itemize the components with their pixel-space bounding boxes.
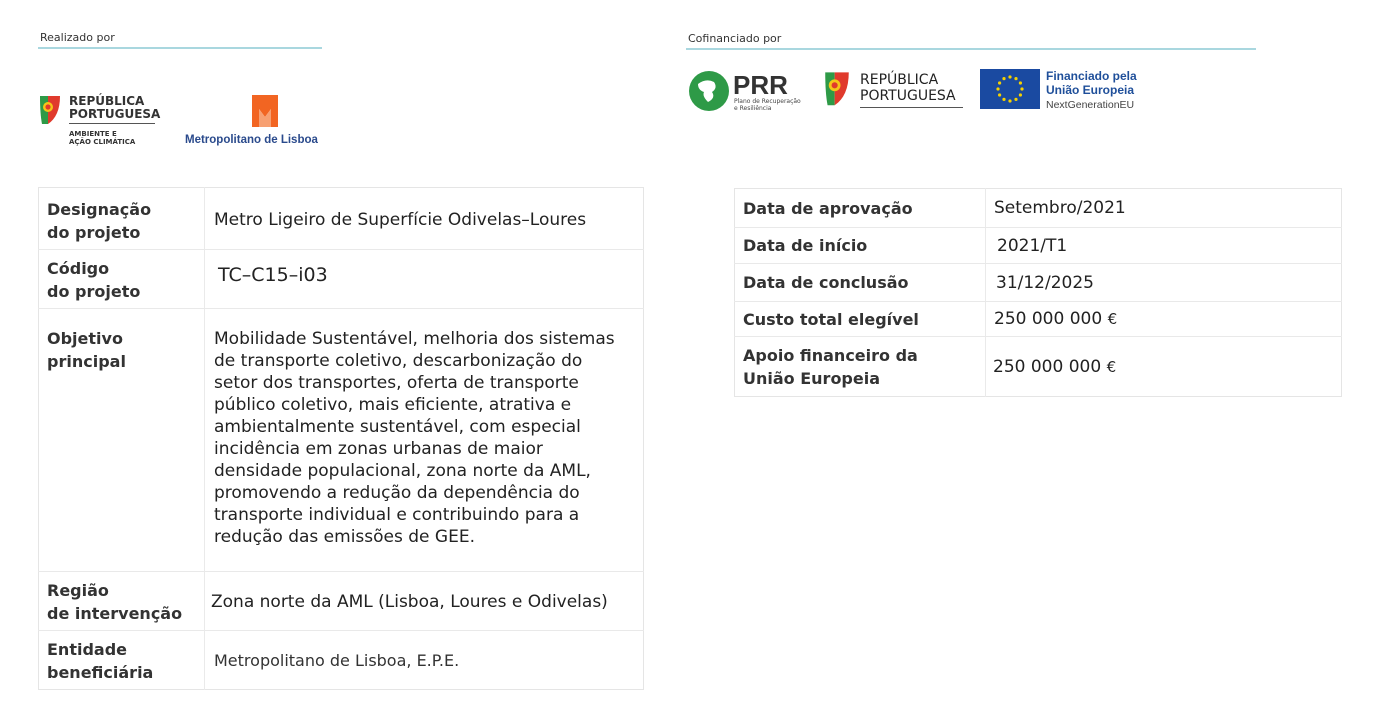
euro-symbol: € — [1107, 310, 1118, 328]
eu-flag-icon — [980, 69, 1040, 109]
rp2-line1: REPÚBLICA — [860, 72, 939, 88]
table-row — [39, 631, 644, 690]
republica-portuguesa-logo — [822, 70, 972, 114]
rp-sub2: AÇÃO CLIMÁTICA — [69, 138, 136, 146]
metro-m-icon — [250, 93, 280, 129]
data-inicio-value: 2021/T1 — [986, 228, 1342, 264]
table-row — [39, 309, 644, 572]
table-row — [735, 228, 1342, 264]
dates-info-table — [734, 188, 1342, 397]
codigo-value: TC–C15–i03 — [205, 250, 644, 309]
table-row — [39, 188, 644, 250]
custo-total-label: Custo total elegível — [735, 302, 986, 337]
data-aprovacao-value: Setembro/2021 — [986, 189, 1342, 228]
metropolitano-lisboa-logo — [184, 93, 324, 151]
entidade-value: Metropolitano de Lisboa, E.P.E. — [214, 651, 460, 670]
rp-line2: PORTUGUESA — [69, 107, 161, 121]
prr-logo — [688, 70, 813, 114]
portugal-flag-icon — [38, 94, 62, 128]
eu-line1: Financiado pela — [1046, 69, 1137, 83]
prr-title: PRR — [733, 70, 788, 100]
table-row — [39, 572, 644, 631]
rp-sub1: AMBIENTE E — [69, 130, 117, 138]
regiao-value: Zona norte da AML (Lisboa, Loures e Odivelas) — [205, 572, 644, 631]
table-row — [735, 337, 1342, 397]
entidade-label: Entidade beneficiária — [39, 631, 205, 690]
cofinanciado-por-label: Cofinanciado por — [688, 32, 782, 45]
right-header-rule — [686, 48, 1256, 50]
portugal-flag-icon — [822, 70, 852, 110]
republica-portuguesa-ambiente-logo — [38, 94, 178, 154]
data-inicio-label: Data de início — [735, 228, 986, 264]
rp2-line2: PORTUGUESA — [860, 88, 956, 104]
rp-divider — [69, 123, 155, 124]
metro-name: Metropolitano de Lisboa — [185, 134, 318, 146]
custo-total-value: 250 000 000 € — [986, 302, 1342, 337]
objetivo-label: Objetivo principal — [39, 309, 205, 572]
data-conclusao-value: 31/12/2025 — [986, 264, 1342, 302]
apoio-financeiro-label: Apoio financeiro da União Europeia — [735, 337, 986, 397]
table-row — [735, 302, 1342, 337]
left-header-rule — [38, 47, 322, 49]
euro-symbol: € — [1106, 357, 1117, 376]
apoio-financeiro-value: 250 000 000 € — [993, 356, 1117, 377]
rp2-divider — [860, 107, 963, 108]
regiao-label: Região de intervenção — [39, 572, 205, 631]
eu-line2: União Europeia — [1046, 83, 1135, 97]
data-conclusao-label: Data de conclusão — [735, 264, 986, 302]
data-aprovacao-label: Data de aprovação — [735, 189, 986, 228]
designacao-value: Metro Ligeiro de Superfície Odivelas–Loures — [205, 188, 644, 250]
prr-circle-icon — [688, 70, 730, 112]
table-row — [735, 264, 1342, 302]
eu-financing-logo — [980, 69, 1150, 113]
project-info-table — [38, 187, 644, 690]
table-row — [39, 250, 644, 309]
prr-sub2: e Resiliência — [734, 105, 772, 112]
realizado-por-label: Realizado por — [40, 31, 115, 44]
codigo-label: Código do projeto — [39, 250, 205, 309]
rp-line1: REPÚBLICA — [69, 94, 145, 108]
objetivo-value: Mobilidade Sustentável, melhoria dos sistemas de transporte coletivo, descarbonização do setor dos transportes, oferta de transporte público coletivo, mais eficiente, atrativa e ambientalmente sustentável, com especial incidência em zonas urbanas de maior densidade populacional, zona norte da AML, promovendo a redução da dependência do transporte individual e contribuindo para a redução das emissões de GEE. — [205, 309, 644, 572]
eu-line3: NextGenerationEU — [1046, 99, 1135, 111]
designacao-label: Designação do projeto — [39, 188, 205, 250]
table-row — [735, 189, 1342, 228]
prr-sub1: Plano de Recuperação — [734, 98, 801, 105]
